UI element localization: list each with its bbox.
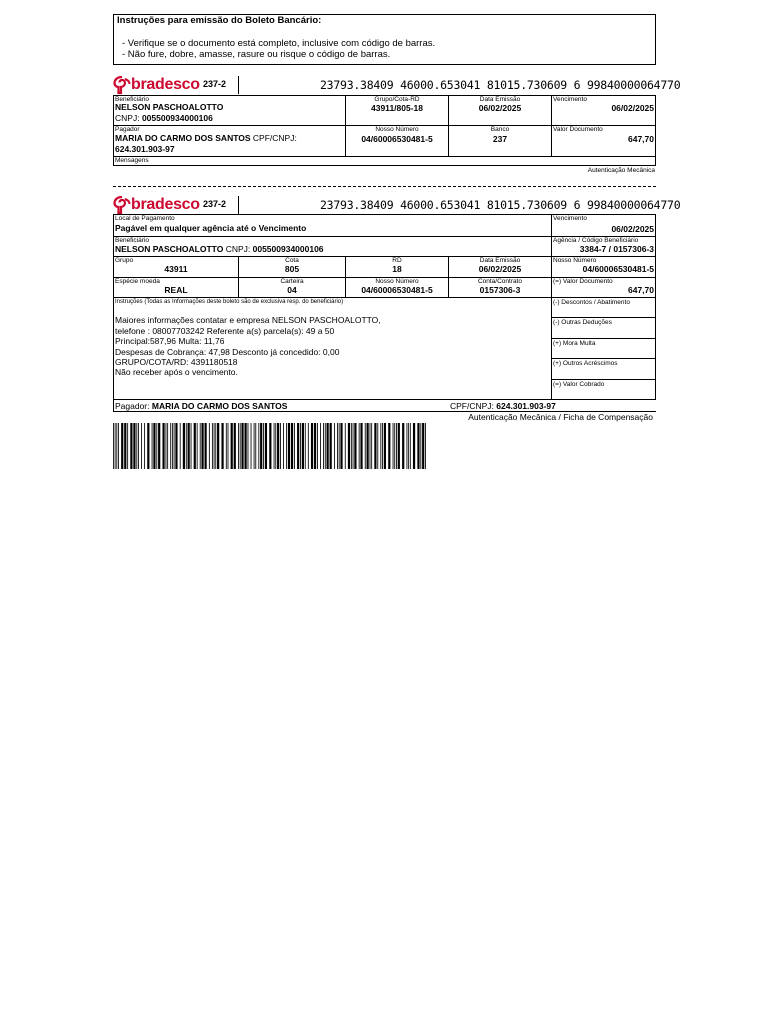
- slip-line-9: [551, 379, 656, 380]
- barcode-bar: [280, 423, 281, 469]
- barcode-bar: [127, 423, 128, 469]
- slip-instrucoes-line-5: GRUPO/COTA/RD: 4391180518: [115, 357, 238, 367]
- bradesco-tree-icon: [113, 75, 131, 95]
- barcode-bar: [241, 423, 243, 469]
- slip-conta-label: Conta/Contrato: [477, 278, 523, 285]
- slip-valor-value: 647,70: [628, 285, 654, 295]
- barcode-bar: [194, 423, 196, 469]
- receipt-autenticacao: Autenticação Mecânica: [587, 167, 655, 174]
- receipt-nosso-numero-label: Nosso Número: [375, 126, 419, 133]
- barcode-bar: [425, 423, 426, 469]
- barcode-bar: [138, 423, 139, 469]
- bank-code: 237-2: [203, 79, 227, 89]
- slip-vencimento-value: 06/02/2025: [611, 224, 654, 234]
- slip-carteira-label: Carteira: [280, 278, 304, 285]
- barcode-bar: [308, 423, 309, 469]
- slip-pagador-cpf-label: CPF/CNPJ:: [450, 401, 494, 411]
- receipt-pagador-label: Pagador: [115, 126, 140, 133]
- slip-grupo-label: Grupo: [115, 257, 134, 264]
- bank-name: bradesco: [131, 76, 200, 93]
- barcode-bar: [180, 423, 181, 469]
- barcode-bar: [217, 423, 219, 469]
- slip-instrucoes-line-2: telefone : 08007703242 Referente a(s) parcela(s): 49 a 50: [115, 326, 335, 336]
- barcode-bar: [396, 423, 397, 469]
- slip-beneficiario-label: Beneficiário: [115, 237, 149, 244]
- barcode-bar: [265, 423, 267, 469]
- barcode-bar: [254, 423, 255, 469]
- slip-pagador-label: Pagador:: [115, 401, 150, 411]
- bank-code-2: 237-2: [203, 199, 227, 209]
- barcode-bar: [325, 423, 326, 469]
- barcode-bar: [384, 423, 386, 469]
- slip-line-10: [113, 399, 656, 400]
- barcode-bar: [153, 423, 155, 469]
- barcode-bar: [330, 423, 332, 469]
- slip-mora-label: (+) Mora Multa: [553, 340, 596, 347]
- barcode-bar: [327, 423, 329, 469]
- barcode-bar: [323, 423, 324, 469]
- digitable-line: 23793.38409 46000.653041 81015.730609 6 99840000064770: [320, 78, 681, 92]
- slip-line-7: [551, 338, 656, 339]
- receipt-right-edge: [655, 95, 656, 165]
- slip-agencia-label: Agência / Código Beneficiário: [553, 237, 639, 244]
- barcode-bar: [228, 423, 229, 469]
- slip-pagador: [115, 401, 287, 411]
- barcode-bar: [191, 423, 192, 469]
- barcode-bar: [260, 423, 262, 469]
- header-divider: [238, 76, 239, 94]
- receipt-beneficiario-cnpj: [115, 113, 213, 123]
- barcode-bar: [277, 423, 279, 469]
- barcode-bar: [209, 423, 210, 469]
- barcode-bar: [360, 423, 362, 469]
- slip-pagador-cpf-value: 624.301.903-97: [496, 401, 556, 411]
- slip-especie-value: REAL: [164, 285, 188, 295]
- barcode-bar: [402, 423, 404, 469]
- slip-nosso-numero-label: Nosso Número: [553, 257, 597, 264]
- barcode-bar: [130, 423, 132, 469]
- slip-acrescimos-label: (+) Outros Acréscimos: [553, 360, 618, 367]
- barcode-bar: [258, 423, 259, 469]
- barcode-bar: [380, 423, 381, 469]
- barcode-bar: [245, 423, 247, 469]
- barcode-bar: [263, 423, 264, 469]
- barcode-bar: [422, 423, 424, 469]
- barcode-bar: [205, 423, 207, 469]
- slip-instrucoes-line-4: Despesas de Cobrança: 47,98 Desconto já concedido: 0,00: [115, 347, 340, 357]
- receipt-beneficiario-label: Beneficiário: [115, 96, 149, 103]
- barcode-bar: [388, 423, 390, 469]
- barcode-bar: [365, 423, 366, 469]
- slip-col-main: [551, 214, 552, 399]
- slip-emissao-value: 06/02/2025: [478, 264, 522, 274]
- barcode-bar: [141, 423, 142, 469]
- receipt-beneficiario-name: NELSON PASCHOALOTTO: [115, 102, 224, 112]
- slip-especie-label: Espécie moeda: [115, 278, 160, 285]
- barcode-bar: [188, 423, 190, 469]
- slip-left-edge: [113, 214, 114, 411]
- slip-conta-value: 0157306-3: [479, 285, 521, 295]
- slip-pagador-name: MARIA DO CARMO DOS SANTOS: [151, 401, 288, 411]
- barcode-bar: [294, 423, 295, 469]
- instructions-title: Instruções para emissão do Boleto Bancário:: [117, 15, 322, 26]
- barcode-bar: [226, 423, 227, 469]
- barcode-bar: [382, 423, 383, 469]
- barcode-bar: [288, 423, 290, 469]
- barcode-bar: [371, 423, 372, 469]
- slip-right-edge: [655, 214, 656, 399]
- receipt-col-3: [551, 95, 552, 156]
- barcode-bar: [286, 423, 287, 469]
- barcode-bar: [197, 423, 198, 469]
- digitable-line-2: 23793.38409 46000.653041 81015.730609 6 99840000064770: [320, 198, 681, 212]
- slip-nosso-numero2-label: Nosso Número: [375, 278, 419, 285]
- bank-logo-2: [113, 195, 200, 215]
- slip-grupo-value: 43911: [164, 264, 188, 274]
- barcode-bar: [420, 423, 421, 469]
- barcode-bar: [367, 423, 369, 469]
- slip-beneficiario-name: NELSON PASCHOALOTTO: [115, 244, 224, 254]
- barcode-bar: [345, 423, 346, 469]
- receipt-pagador: [115, 133, 297, 143]
- barcode-bar: [174, 423, 175, 469]
- pagador-name: MARIA DO CARMO DOS SANTOS: [115, 133, 251, 143]
- barcode: [113, 423, 426, 469]
- barcode-bar: [398, 423, 400, 469]
- barcode-bar: [353, 423, 354, 469]
- slip-instrucoes-label: Instruções (Todas as Informações deste boleto são de exclusiva resp. do beneficiário): [115, 299, 344, 305]
- receipt-vencimento-value: 06/02/2025: [611, 103, 654, 113]
- receipt-line-3: [113, 156, 656, 157]
- slip-rd-label: RD: [392, 257, 402, 264]
- slip-cnpj-value: 005500934000106: [252, 244, 324, 254]
- slip-nosso-numero-value: 04/60006530481-5: [582, 264, 654, 274]
- barcode-bar: [144, 423, 145, 469]
- barcode-bar: [170, 423, 171, 469]
- barcode-bar: [340, 423, 342, 469]
- barcode-bar: [166, 423, 167, 469]
- barcode-bar: [351, 423, 352, 469]
- bank-name-2: bradesco: [131, 196, 200, 213]
- barcode-bar: [215, 423, 216, 469]
- barcode-bar: [377, 423, 378, 469]
- barcode-bar: [113, 423, 114, 469]
- slip-cota-value: 805: [284, 264, 300, 274]
- receipt-nosso-numero-value: 04/60006530481-5: [361, 134, 433, 144]
- cut-line: [113, 186, 656, 187]
- barcode-bar: [255, 423, 256, 469]
- bradesco-tree-icon: [113, 195, 131, 215]
- barcode-bar: [248, 423, 249, 469]
- receipt-vencimento-label: Vencimento: [553, 96, 587, 103]
- barcode-bar: [314, 423, 316, 469]
- barcode-bar: [231, 423, 233, 469]
- barcode-bar: [283, 423, 284, 469]
- barcode-bar: [124, 423, 126, 469]
- receipt-left-edge: [113, 95, 114, 165]
- barcode-bar: [156, 423, 157, 469]
- instructions-line-1: - Verifique se o documento está completo, inclusive com código de barras.: [122, 38, 436, 49]
- barcode-bar: [162, 423, 164, 469]
- barcode-bar: [158, 423, 160, 469]
- barcode-bar: [201, 423, 203, 469]
- receipt-line-4: [113, 165, 656, 166]
- receipt-valor-value: 647,70: [628, 134, 654, 144]
- barcode-bar: [186, 423, 187, 469]
- slip-autenticacao: Autenticação Mecânica / Ficha de Compensação: [468, 412, 653, 422]
- barcode-bar: [152, 423, 153, 469]
- barcode-bar: [167, 423, 168, 469]
- slip-line-6: [551, 317, 656, 318]
- barcode-bar: [175, 423, 177, 469]
- slip-cota-label: Cota: [285, 257, 299, 264]
- barcode-bar: [274, 423, 275, 469]
- barcode-bar: [183, 423, 185, 469]
- barcode-bar: [300, 423, 301, 469]
- barcode-bar: [118, 423, 119, 469]
- slip-cnpj-label: CNPJ:: [225, 244, 251, 254]
- cnpj-label: CNPJ:: [115, 113, 140, 123]
- instructions-line-2: - Não fure, dobre, amasse, rasure ou risque o código de barras.: [122, 49, 391, 60]
- barcode-bar: [147, 423, 149, 469]
- barcode-bar: [320, 423, 321, 469]
- slip-carteira-value: 04: [287, 285, 297, 295]
- barcode-bar: [115, 423, 116, 469]
- slip-emissao-label: Data Emissão: [479, 257, 521, 264]
- slip-beneficiario: [115, 244, 324, 254]
- pagador-cpf-label: CPF/CNPJ:: [252, 133, 297, 143]
- receipt-valor-label: Valor Documento: [553, 126, 603, 133]
- barcode-bar: [133, 423, 135, 469]
- receipt-banco-value: 237: [492, 134, 508, 144]
- slip-valor-label: (=) Valor Documento: [553, 278, 613, 285]
- cnpj-value: 005500934000106: [141, 113, 213, 123]
- barcode-bar: [221, 423, 223, 469]
- bank-logo: [113, 75, 200, 95]
- receipt-grupo-label: Grupo/Cota-RD: [374, 96, 420, 103]
- barcode-bar: [297, 423, 299, 469]
- slip-nosso-numero2-value: 04/60006530481-5: [361, 285, 433, 295]
- slip-deducoes-label: (-) Outras Deduções: [553, 319, 612, 326]
- receipt-emissao-value: 06/02/2025: [478, 103, 522, 113]
- slip-line-8: [551, 358, 656, 359]
- barcode-bar: [240, 423, 241, 469]
- barcode-bar: [269, 423, 271, 469]
- receipt-grupo-value: 43911/805-18: [371, 103, 423, 113]
- barcode-bar: [251, 423, 252, 469]
- barcode-bar: [302, 423, 304, 469]
- barcode-bar: [348, 423, 350, 469]
- barcode-bar: [116, 423, 117, 469]
- barcode-bar: [337, 423, 338, 469]
- barcode-bar: [339, 423, 340, 469]
- barcode-bar: [172, 423, 173, 469]
- barcode-bar: [354, 423, 356, 469]
- slip-pagador-cpf: [450, 401, 556, 411]
- barcode-bar: [200, 423, 201, 469]
- slip-vencimento-label: Vencimento: [553, 215, 587, 222]
- barcode-bar: [374, 423, 376, 469]
- slip-descontos-label: (-) Descontos / Abatimento: [553, 299, 630, 306]
- slip-agencia-value: 3384-7 / 0157306-3: [579, 244, 654, 254]
- barcode-bar: [311, 423, 313, 469]
- barcode-bar: [275, 423, 276, 469]
- slip-local-value: Pagável em qualquer agência até o Vencimento: [115, 223, 307, 233]
- barcode-bar: [238, 423, 239, 469]
- barcode-bar: [413, 423, 415, 469]
- receipt-pagador-cpf: 624.301.903-97: [115, 144, 175, 154]
- barcode-bar: [317, 423, 318, 469]
- barcode-bar: [408, 423, 409, 469]
- barcode-bar: [234, 423, 236, 469]
- slip-cobrado-label: (=) Valor Cobrado: [553, 381, 605, 388]
- barcode-bar: [417, 423, 419, 469]
- slip-rd-value: 18: [392, 264, 402, 274]
- barcode-bar: [291, 423, 293, 469]
- barcode-bar: [212, 423, 213, 469]
- receipt-banco-label: Banco: [490, 126, 510, 133]
- barcode-bar: [136, 423, 137, 469]
- barcode-bar: [214, 423, 215, 469]
- slip-instrucoes-line-1: Maiores informações contatar e empresa NELSON PASCHOALOTTO,: [115, 315, 381, 325]
- slip-local-label: Local de Pagamento: [115, 215, 175, 222]
- receipt-emissao-label: Data Emissão: [479, 96, 521, 103]
- barcode-bar: [359, 423, 360, 469]
- barcode-bar: [370, 423, 371, 469]
- header-divider-2: [238, 196, 239, 214]
- barcode-bar: [407, 423, 408, 469]
- barcode-bar: [305, 423, 306, 469]
- slip-instrucoes-line-6: Não receber após o vencimento.: [115, 367, 238, 377]
- barcode-bar: [394, 423, 395, 469]
- barcode-bar: [334, 423, 335, 469]
- barcode-bar: [393, 423, 394, 469]
- barcode-bar: [121, 423, 123, 469]
- barcode-bar: [410, 423, 411, 469]
- slip-instrucoes-line-3: Principal:587,96 Multa: 11,76: [115, 336, 225, 346]
- receipt-mensagens-label: Mensagens: [115, 157, 149, 164]
